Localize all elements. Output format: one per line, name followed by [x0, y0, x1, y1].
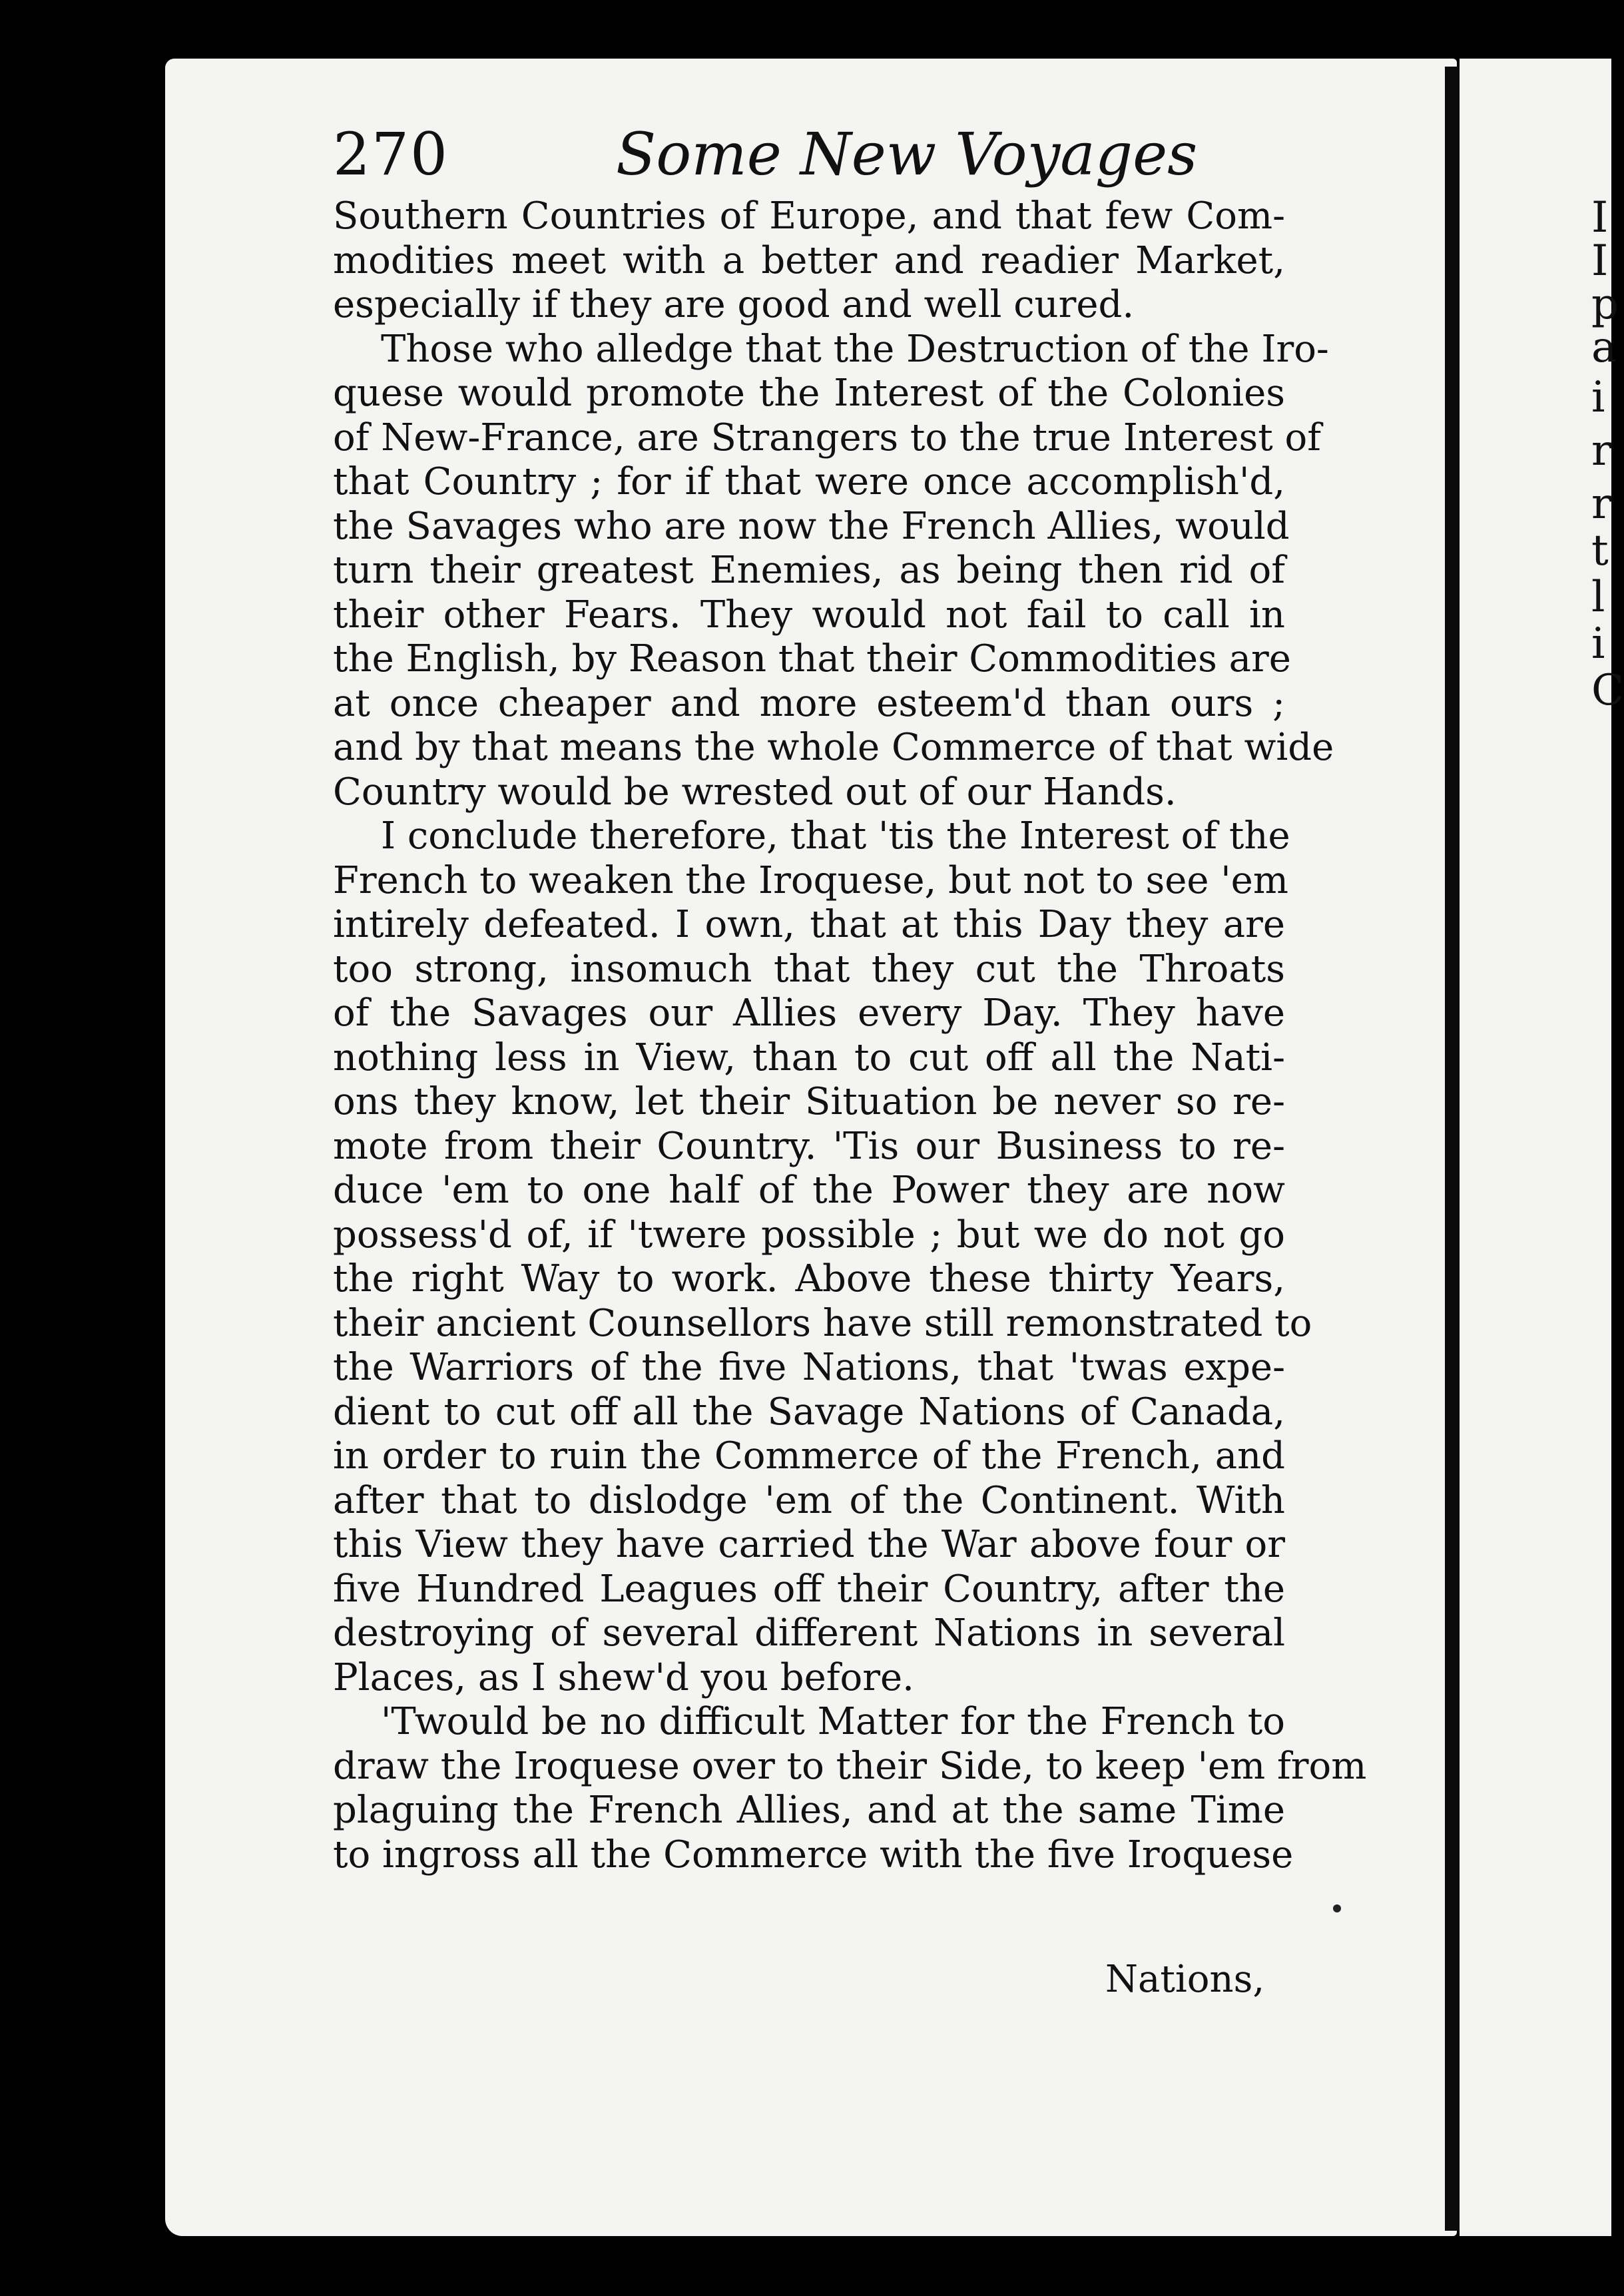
text-line: nothing less in View, than to cut off all the Nati- [333, 1035, 1285, 1079]
facing-page-edge [1460, 59, 1611, 2236]
text-line: the Savages who are now the French Allies, would [333, 504, 1290, 548]
text-line: destroying of several different Nations in several [333, 1611, 1285, 1655]
edge-letter: t [1591, 526, 1609, 575]
text-line: five Hundred Leagues off their Country, after the [333, 1567, 1285, 1611]
book-gutter [1445, 67, 1460, 2231]
text-line: of the Savages our Allies every Day. They have [333, 992, 1285, 1035]
edge-letter: I [1591, 236, 1609, 286]
text-line: draw the Iroquese over to their Side, to keep 'em from [333, 1744, 1367, 1788]
text-line: intirely defeated. I own, that at this Day they are [333, 903, 1285, 946]
text-line: of New-France, are Strangers to the true Interest of [333, 416, 1321, 459]
text-line: the English, by Reason that their Commodities are [333, 637, 1291, 681]
text-line: turn their greatest Enemies, as being then rid of [333, 549, 1285, 592]
text-line: modities meet with a better and readier Market, [333, 238, 1285, 282]
edge-letter: C [1591, 666, 1624, 715]
text-line: Southern Countries of Europe, and that few Com- [333, 194, 1285, 238]
text-line: at once cheaper and more esteem'd than ours ; [333, 681, 1285, 725]
running-title: Some New Voyages [616, 120, 1198, 188]
text-line: to ingross all the Commerce with the five Iroquese [333, 1833, 1294, 1876]
text-line: possess'd of, if 'twere possible ; but we do not go [333, 1213, 1285, 1257]
text-line: this View they have carried the War above four or [333, 1523, 1285, 1566]
text-line: Places, as I shew'd you before. [333, 1655, 914, 1699]
text-line: French to weaken the Iroquese, but not to see 'em [333, 858, 1288, 902]
edge-letter: r [1591, 479, 1612, 529]
body-text [333, 194, 1367, 1877]
edge-letter: i [1591, 619, 1605, 669]
text-line: the Warriors of the five Nations, that 'twas expe- [333, 1346, 1285, 1389]
text-line: the right Way to work. Above these thirty Years, [333, 1257, 1285, 1300]
edge-letter: r [1591, 426, 1612, 475]
text-line: after that to dislodge 'em of the Continent. With [333, 1478, 1285, 1522]
ink-speck [1333, 1904, 1341, 1912]
edge-letter: l [1591, 573, 1605, 622]
text-line: that Country ; for if that were once accomplish'd, [333, 460, 1285, 503]
text-line: especially if they are good and well cured. [333, 283, 1135, 326]
text-line: 'Twould be no difficult Matter for the French to [381, 1700, 1285, 1743]
catchword: Nations, [1105, 1958, 1265, 2001]
text-line: and by that means the whole Commerce of that wide [333, 726, 1334, 769]
text-line: Country would be wrested out of our Hands. [333, 770, 1177, 814]
text-line: too strong, insomuch that they cut the Throats [333, 947, 1285, 991]
edge-letter: I [1591, 193, 1609, 242]
text-line: I conclude therefore, that 'tis the Interest of the [381, 814, 1290, 858]
text-line: their other Fears. They would not fail to call in [333, 593, 1285, 637]
edge-letter: p [1591, 280, 1619, 329]
page-header [333, 113, 1385, 206]
edge-letter: i [1591, 373, 1605, 422]
text-line: plaguing the French Allies, and at the same Time [333, 1789, 1285, 1832]
text-line: their ancient Counsellors have still remonstrated to [333, 1301, 1312, 1345]
text-line: quese would promote the Interest of the Colonies [333, 372, 1285, 415]
text-line: dient to cut off all the Savage Nations of Canada, [333, 1390, 1285, 1434]
page-number: 270 [333, 120, 449, 188]
text-line: ons they know, let their Situation be never so re- [333, 1080, 1285, 1123]
text-line: in order to ruin the Commerce of the French, and [333, 1434, 1285, 1478]
edge-letter: a [1591, 323, 1617, 372]
text-line: mote from their Country. 'Tis our Business to re- [333, 1124, 1285, 1168]
text-line: duce 'em to one half of the Power they are now [333, 1169, 1285, 1212]
text-line: Those who alledge that the Destruction of the Iro- [381, 327, 1329, 371]
